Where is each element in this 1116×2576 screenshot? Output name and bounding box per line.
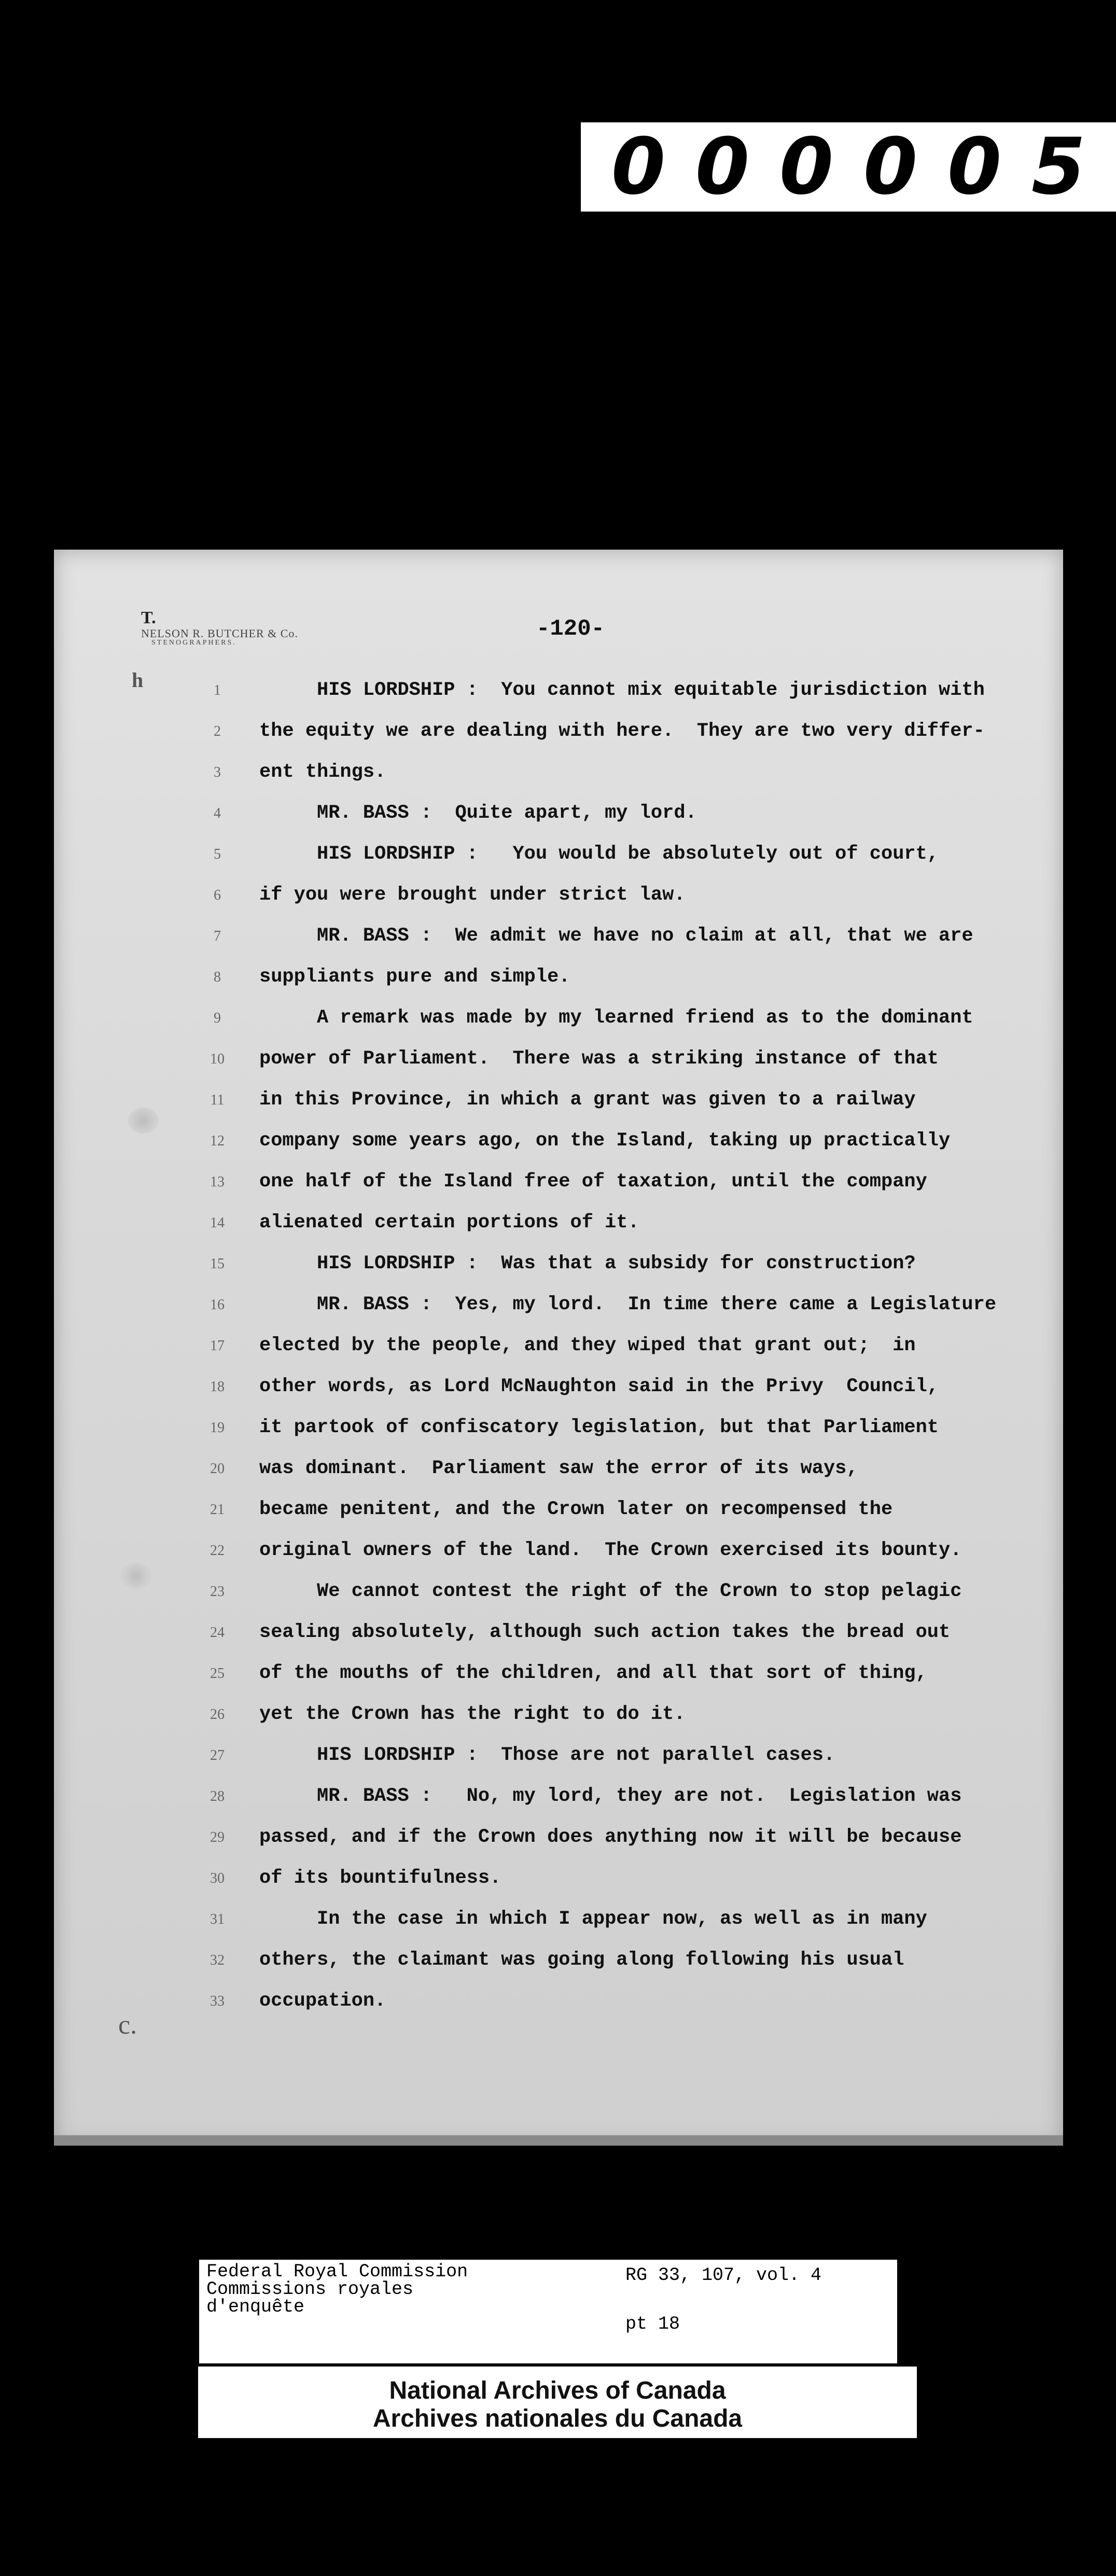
- line-number: 1: [214, 682, 221, 698]
- page-edge: [54, 2135, 1063, 2146]
- transcript-line: elected by the people, and they wiped that grant out; in: [259, 1335, 916, 1356]
- transcript-line: it partook of confiscatory legislation, but that Parliament: [259, 1417, 939, 1438]
- line-number: 24: [210, 1625, 225, 1641]
- transcript-line: of the mouths of the children, and all that sort of thing,: [259, 1662, 927, 1684]
- line-number: 18: [210, 1379, 225, 1395]
- transcript-line: yet the Crown has the right to do it.: [259, 1703, 686, 1725]
- line-number: 22: [210, 1543, 225, 1559]
- transcript-line: sealing absolutely, although such action takes the bread out: [259, 1621, 951, 1643]
- document-page: [54, 550, 1063, 2146]
- line-number: 5: [214, 846, 221, 862]
- frame-digit: 0: [863, 122, 918, 212]
- archive-reference-label: [199, 2260, 897, 2363]
- transcript-body: [259, 670, 1058, 2022]
- punch-hole: [120, 1563, 151, 1589]
- transcript-line: original owners of the land. The Crown exercised its bounty.: [259, 1539, 962, 1561]
- letterhead-firm: NELSON R. BUTCHER & Co.: [141, 626, 298, 640]
- line-number: 6: [214, 887, 221, 903]
- transcript-line: MR. BASS : Quite apart, my lord.: [259, 802, 697, 824]
- line-number: 10: [210, 1051, 225, 1067]
- transcript-line: MR. BASS : Yes, my lord. In time there came a Legislature: [259, 1294, 997, 1315]
- transcript-line: the equity we are dealing with here. They are two very differ-: [259, 720, 985, 742]
- line-number: 11: [210, 1092, 225, 1108]
- transcript-line: power of Parliament. There was a striking instance of that: [259, 1048, 939, 1070]
- reference-block: [625, 2265, 821, 2334]
- line-number: 17: [210, 1338, 225, 1354]
- line-number: 19: [210, 1420, 225, 1436]
- line-number: 25: [210, 1665, 225, 1682]
- line-number: 4: [214, 805, 221, 821]
- line-number: 3: [214, 764, 221, 780]
- margin-mark: h: [132, 668, 144, 692]
- frame-digit: 0: [695, 122, 750, 212]
- line-number: 9: [214, 1010, 221, 1026]
- archive-name-english: National Archives of Canada: [389, 2377, 726, 2404]
- line-number: 13: [210, 1174, 225, 1190]
- line-number: 33: [210, 1993, 225, 2009]
- frame-digit: 0: [611, 122, 666, 212]
- punch-hole: [128, 1108, 159, 1133]
- transcript-line: became penitent, and the Crown later on recompensed the: [259, 1499, 893, 1520]
- transcript-line: A remark was made by my learned friend as to the dominant: [259, 1007, 973, 1029]
- line-number: 2: [214, 723, 221, 739]
- transcript-line: one half of the Island free of taxation, until the company: [259, 1171, 927, 1193]
- line-number: 14: [210, 1215, 225, 1231]
- line-number: 29: [210, 1829, 225, 1845]
- transcript-line: if you were brought under strict law.: [259, 884, 686, 906]
- collection-title-line: Federal Royal Commission: [206, 2261, 468, 2282]
- transcript-line: HIS LORDSHIP : Those are not parallel cases.: [259, 1744, 835, 1766]
- line-number: 26: [210, 1706, 225, 1723]
- transcript-line: ent things.: [259, 761, 386, 783]
- line-number: 23: [210, 1584, 225, 1600]
- transcript-line: company some years ago, on the Island, taking up practically: [259, 1130, 951, 1152]
- frame-digit: 0: [947, 122, 1002, 212]
- transcript-line: In the case in which I appear now, as well as in many: [259, 1908, 927, 1930]
- transcript-line: passed, and if the Crown does anything now it will be because: [259, 1826, 962, 1848]
- line-number: 28: [210, 1788, 225, 1804]
- line-number: 12: [210, 1133, 225, 1149]
- line-number: 16: [210, 1297, 225, 1313]
- letterhead-mark: T.: [141, 608, 156, 627]
- transcript-line: HIS LORDSHIP : You would be absolutely out of court,: [259, 843, 939, 865]
- transcript-line: others, the claimant was going along following his usual: [259, 1949, 904, 1971]
- letterhead: [141, 609, 298, 647]
- archive-name-box: [195, 2363, 920, 2441]
- transcript-line: suppliants pure and simple.: [259, 966, 570, 988]
- transcript-line: was dominant. Parliament saw the error of its ways,: [259, 1458, 858, 1479]
- record-group-reference: RG 33, 107, vol. 4: [625, 2265, 822, 2286]
- line-number: 21: [210, 1502, 225, 1518]
- frame-number-box: [581, 122, 1116, 212]
- letterhead-subtitle: STENOGRAPHERS.: [151, 638, 236, 647]
- line-number: 31: [210, 1911, 225, 1927]
- transcript-line: in this Province, in which a grant was given to a railway: [259, 1089, 916, 1111]
- frame-digit: 5: [1031, 122, 1086, 212]
- line-number: 15: [210, 1256, 225, 1272]
- collection-title-line: Commissions royales: [206, 2279, 414, 2300]
- archive-name-french: Archives nationales du Canada: [372, 2405, 743, 2432]
- transcript-line: MR. BASS : We admit we have no claim at all, that we are: [259, 925, 973, 947]
- frame-digit: 0: [779, 122, 834, 212]
- collection-title: [206, 2263, 468, 2316]
- page-number: -120-: [536, 616, 605, 642]
- transcript-line: We cannot contest the right of the Crown to stop pelagic: [259, 1580, 962, 1602]
- transcript-line: alienated certain portions of it.: [259, 1212, 639, 1234]
- transcript-line: of its bountifulness.: [259, 1867, 501, 1889]
- transcript-line: MR. BASS : No, my lord, they are not. Legislation was: [259, 1785, 962, 1807]
- part-number: pt 18: [625, 2314, 680, 2334]
- line-number-column: [199, 670, 235, 2022]
- collection-title-line: d'enquête: [206, 2297, 305, 2317]
- line-number: 32: [210, 1952, 225, 1968]
- line-number: 27: [210, 1747, 225, 1763]
- line-number: 30: [210, 1870, 225, 1886]
- margin-mark: c.: [118, 2010, 137, 2040]
- transcript-line: HIS LORDSHIP : Was that a subsidy for construction?: [259, 1253, 916, 1275]
- transcript-line: occupation.: [259, 1990, 386, 2012]
- line-number: 20: [210, 1461, 225, 1477]
- transcript-line: other words, as Lord McNaughton said in the Privy Council,: [259, 1376, 939, 1397]
- transcript-line: HIS LORDSHIP : You cannot mix equitable jurisdiction with: [259, 679, 985, 701]
- line-number: 8: [214, 969, 221, 985]
- line-number: 7: [214, 928, 221, 944]
